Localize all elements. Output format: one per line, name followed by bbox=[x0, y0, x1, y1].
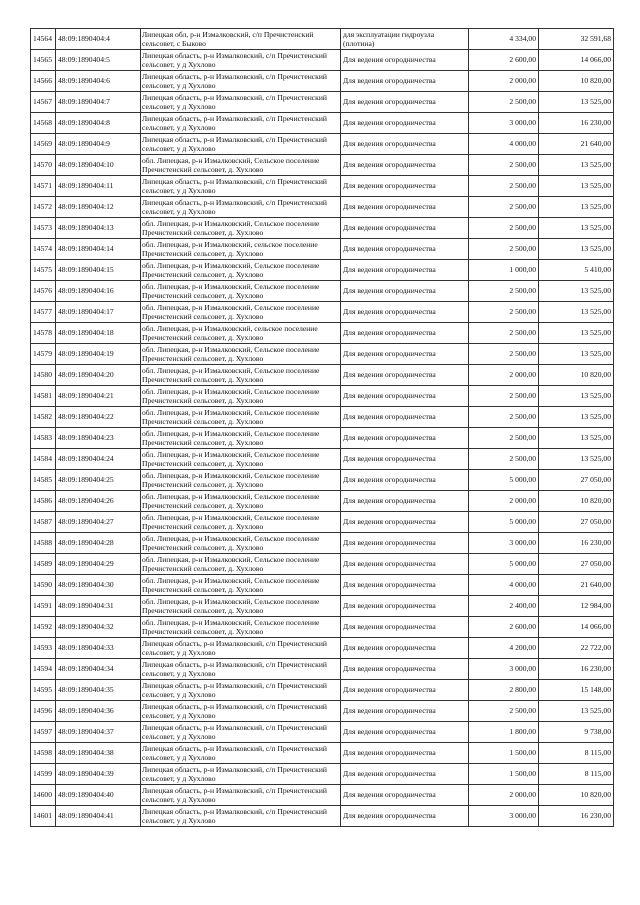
cadastral-value-cell: 10 820,00 bbox=[539, 71, 614, 92]
cadastral-value-cell: 8 115,00 bbox=[539, 764, 614, 785]
row-number-cell: 14598 bbox=[31, 743, 56, 764]
table-row bbox=[31, 575, 614, 596]
table-row bbox=[31, 407, 614, 428]
row-number-cell: 14599 bbox=[31, 764, 56, 785]
table-body bbox=[31, 29, 614, 827]
area-cell: 2 500,00 bbox=[469, 701, 539, 722]
land-use-cell: Для ведения огородничества bbox=[341, 659, 469, 680]
row-number-cell: 14566 bbox=[31, 71, 56, 92]
area-cell: 1 000,00 bbox=[469, 260, 539, 281]
address-cell: обл. Липецкая, р-н Измалковский, Сельское поселение Пречистенский сельсовет, д. Хухлово bbox=[141, 512, 341, 533]
table-row bbox=[31, 29, 614, 50]
area-cell: 2 500,00 bbox=[469, 386, 539, 407]
cadastral-number-cell: 48:09:1890404:17 bbox=[56, 302, 141, 323]
address-cell: обл. Липецкая, р-н Измалковский, сельское поселение Пречистенский сельсовет, д. Хухлово bbox=[141, 239, 341, 260]
table-row bbox=[31, 197, 614, 218]
row-number-cell: 14594 bbox=[31, 659, 56, 680]
row-number-cell: 14580 bbox=[31, 365, 56, 386]
area-cell: 1 800,00 bbox=[469, 722, 539, 743]
row-number-cell: 14581 bbox=[31, 386, 56, 407]
land-use-cell: Для ведения огородничества bbox=[341, 470, 469, 491]
land-use-cell: Для ведения огородничества bbox=[341, 722, 469, 743]
area-cell: 5 000,00 bbox=[469, 554, 539, 575]
row-number-cell: 14584 bbox=[31, 449, 56, 470]
table-row bbox=[31, 71, 614, 92]
row-number-cell: 14575 bbox=[31, 260, 56, 281]
address-cell: обл. Липецкая, р-н Измалковский, Сельское поселение Пречистенский сельсовет, д. Хухлово bbox=[141, 554, 341, 575]
land-use-cell: Для ведения огородничества bbox=[341, 260, 469, 281]
table-row bbox=[31, 470, 614, 491]
table-row bbox=[31, 218, 614, 239]
address-cell: Липецкая область, р-н Измалковский, с/п Пречистенский сельсовет, у д Хухлово bbox=[141, 197, 341, 218]
land-use-cell: Для ведения огородничества bbox=[341, 491, 469, 512]
cadastral-value-cell: 13 525,00 bbox=[539, 701, 614, 722]
table-row bbox=[31, 449, 614, 470]
cadastral-number-cell: 48:09:1890404:25 bbox=[56, 470, 141, 491]
table-row bbox=[31, 344, 614, 365]
cadastral-number-cell: 48:09:1890404:13 bbox=[56, 218, 141, 239]
area-cell: 5 000,00 bbox=[469, 512, 539, 533]
table-row bbox=[31, 596, 614, 617]
land-use-cell: Для ведения огородничества bbox=[341, 701, 469, 722]
row-number-cell: 14600 bbox=[31, 785, 56, 806]
land-use-cell: Для ведения огородничества bbox=[341, 50, 469, 71]
table-row bbox=[31, 323, 614, 344]
cadastral-number-cell: 48:09:1890404:31 bbox=[56, 596, 141, 617]
address-cell: обл. Липецкая, р-н Измалковский, Сельское поселение Пречистенский сельсовет, д. Хухлово bbox=[141, 428, 341, 449]
table-row bbox=[31, 281, 614, 302]
row-number-cell: 14573 bbox=[31, 218, 56, 239]
address-cell: обл. Липецкая, р-н Измалковский, Сельское поселение Пречистенский сельсовет, д. Хухлово bbox=[141, 218, 341, 239]
cadastral-value-cell: 21 640,00 bbox=[539, 134, 614, 155]
cadastral-value-cell: 13 525,00 bbox=[539, 239, 614, 260]
cadastral-value-cell: 16 230,00 bbox=[539, 113, 614, 134]
area-cell: 2 400,00 bbox=[469, 596, 539, 617]
table-row bbox=[31, 638, 614, 659]
cadastral-value-cell: 13 525,00 bbox=[539, 176, 614, 197]
address-cell: Липецкая область, р-н Измалковский, с/п Пречистенский сельсовет, у д Хухлово bbox=[141, 50, 341, 71]
table-row bbox=[31, 491, 614, 512]
cadastral-number-cell: 48:09:1890404:29 bbox=[56, 554, 141, 575]
cadastral-number-cell: 48:09:1890404:4 bbox=[56, 29, 141, 50]
address-cell: обл. Липецкая, р-н Измалковский, сельское поселение Пречистенский сельсовет, д. Хухлово bbox=[141, 323, 341, 344]
cadastral-number-cell: 48:09:1890404:32 bbox=[56, 617, 141, 638]
cadastral-value-cell: 13 525,00 bbox=[539, 344, 614, 365]
land-use-cell: Для ведения огородничества bbox=[341, 365, 469, 386]
address-cell: Липецкая область, р-н Измалковский, с/п Пречистенский сельсовет, у д Хухлово bbox=[141, 638, 341, 659]
cadastral-value-cell: 15 148,00 bbox=[539, 680, 614, 701]
cadastral-number-cell: 48:09:1890404:12 bbox=[56, 197, 141, 218]
row-number-cell: 14589 bbox=[31, 554, 56, 575]
land-use-cell: Для ведения огородничества bbox=[341, 428, 469, 449]
cadastral-value-cell: 27 050,00 bbox=[539, 470, 614, 491]
row-number-cell: 14590 bbox=[31, 575, 56, 596]
area-cell: 2 800,00 bbox=[469, 680, 539, 701]
cadastral-number-cell: 48:09:1890404:5 bbox=[56, 50, 141, 71]
land-use-cell: Для ведения огородничества bbox=[341, 302, 469, 323]
table-row bbox=[31, 113, 614, 134]
cadastral-value-cell: 8 115,00 bbox=[539, 743, 614, 764]
area-cell: 2 000,00 bbox=[469, 785, 539, 806]
cadastral-number-cell: 48:09:1890404:21 bbox=[56, 386, 141, 407]
area-cell: 2 500,00 bbox=[469, 281, 539, 302]
cadastral-number-cell: 48:09:1890404:9 bbox=[56, 134, 141, 155]
cadastral-value-cell: 12 984,00 bbox=[539, 596, 614, 617]
row-number-cell: 14587 bbox=[31, 512, 56, 533]
land-use-cell: Для ведения огородничества bbox=[341, 134, 469, 155]
table-row bbox=[31, 554, 614, 575]
cadastral-value-cell: 13 525,00 bbox=[539, 323, 614, 344]
address-cell: обл. Липецкая, р-н Измалковский, Сельское поселение Пречистенский сельсовет, д. Хухлово bbox=[141, 344, 341, 365]
table-row bbox=[31, 680, 614, 701]
area-cell: 4 000,00 bbox=[469, 134, 539, 155]
cadastral-number-cell: 48:09:1890404:33 bbox=[56, 638, 141, 659]
land-use-cell: Для ведения огородничества bbox=[341, 323, 469, 344]
row-number-cell: 14596 bbox=[31, 701, 56, 722]
land-use-cell: Для ведения огородничества bbox=[341, 344, 469, 365]
area-cell: 2 500,00 bbox=[469, 323, 539, 344]
land-parcels-table bbox=[30, 28, 614, 827]
land-use-cell: Для ведения огородничества bbox=[341, 176, 469, 197]
table-row bbox=[31, 92, 614, 113]
land-use-cell: Для ведения огородничества bbox=[341, 113, 469, 134]
row-number-cell: 14591 bbox=[31, 596, 56, 617]
cadastral-number-cell: 48:09:1890404:30 bbox=[56, 575, 141, 596]
row-number-cell: 14572 bbox=[31, 197, 56, 218]
table-row bbox=[31, 764, 614, 785]
area-cell: 2 600,00 bbox=[469, 50, 539, 71]
land-use-cell: для эксплуатации гидроузла (плотина) bbox=[341, 29, 469, 50]
address-cell: обл. Липецкая, р-н Измалковский, Сельское поселение Пречистенский сельсовет, д. Хухлово bbox=[141, 386, 341, 407]
table-row bbox=[31, 386, 614, 407]
row-number-cell: 14565 bbox=[31, 50, 56, 71]
row-number-cell: 14569 bbox=[31, 134, 56, 155]
row-number-cell: 14582 bbox=[31, 407, 56, 428]
cadastral-value-cell: 5 410,00 bbox=[539, 260, 614, 281]
address-cell: Липецкая область, р-н Измалковский, с/п Пречистенский сельсовет, у д Хухлово bbox=[141, 785, 341, 806]
cadastral-number-cell: 48:09:1890404:15 bbox=[56, 260, 141, 281]
address-cell: Липецкая область, р-н Измалковский, с/п Пречистенский сельсовет, у д Хухлово bbox=[141, 176, 341, 197]
table-row bbox=[31, 302, 614, 323]
land-use-cell: Для ведения огородничества bbox=[341, 806, 469, 827]
area-cell: 3 000,00 bbox=[469, 533, 539, 554]
address-cell: Липецкая область, р-н Измалковский, с/п Пречистенский сельсовет, у д Хухлово bbox=[141, 743, 341, 764]
area-cell: 2 600,00 bbox=[469, 617, 539, 638]
area-cell: 2 500,00 bbox=[469, 428, 539, 449]
area-cell: 2 500,00 bbox=[469, 407, 539, 428]
table-row bbox=[31, 260, 614, 281]
row-number-cell: 14578 bbox=[31, 323, 56, 344]
cadastral-value-cell: 16 230,00 bbox=[539, 806, 614, 827]
table-row bbox=[31, 134, 614, 155]
cadastral-number-cell: 48:09:1890404:23 bbox=[56, 428, 141, 449]
cadastral-value-cell: 14 066,00 bbox=[539, 50, 614, 71]
address-cell: Липецкая область, р-н Измалковский, с/п Пречистенский сельсовет, у д Хухлово bbox=[141, 680, 341, 701]
area-cell: 4 000,00 bbox=[469, 575, 539, 596]
cadastral-number-cell: 48:09:1890404:19 bbox=[56, 344, 141, 365]
land-use-cell: Для ведения огородничества bbox=[341, 281, 469, 302]
address-cell: обл. Липецкая, р-н Измалковский, Сельское поселение Пречистенский сельсовет, д. Хухлово bbox=[141, 260, 341, 281]
area-cell: 3 000,00 bbox=[469, 806, 539, 827]
land-use-cell: Для ведения огородничества bbox=[341, 197, 469, 218]
land-use-cell: Для ведения огородничества bbox=[341, 533, 469, 554]
cadastral-value-cell: 21 640,00 bbox=[539, 575, 614, 596]
address-cell: обл. Липецкая, р-н Измалковский, Сельское поселение Пречистенский сельсовет, д. Хухлово bbox=[141, 281, 341, 302]
cadastral-number-cell: 48:09:1890404:6 bbox=[56, 71, 141, 92]
land-use-cell: Для ведения огородничества bbox=[341, 218, 469, 239]
cadastral-number-cell: 48:09:1890404:40 bbox=[56, 785, 141, 806]
area-cell: 2 500,00 bbox=[469, 344, 539, 365]
land-use-cell: Для ведения огородничества bbox=[341, 71, 469, 92]
cadastral-value-cell: 14 066,00 bbox=[539, 617, 614, 638]
area-cell: 2 500,00 bbox=[469, 302, 539, 323]
cadastral-number-cell: 48:09:1890404:34 bbox=[56, 659, 141, 680]
row-number-cell: 14583 bbox=[31, 428, 56, 449]
cadastral-number-cell: 48:09:1890404:35 bbox=[56, 680, 141, 701]
address-cell: Липецкая область, р-н Измалковский, с/п Пречистенский сельсовет, у д Хухлово bbox=[141, 722, 341, 743]
table-row bbox=[31, 512, 614, 533]
cadastral-number-cell: 48:09:1890404:16 bbox=[56, 281, 141, 302]
land-use-cell: Для ведения огородничества bbox=[341, 764, 469, 785]
cadastral-value-cell: 13 525,00 bbox=[539, 386, 614, 407]
row-number-cell: 14567 bbox=[31, 92, 56, 113]
area-cell: 2 500,00 bbox=[469, 449, 539, 470]
land-use-cell: Для ведения огородничества bbox=[341, 617, 469, 638]
cadastral-number-cell: 48:09:1890404:22 bbox=[56, 407, 141, 428]
area-cell: 2 000,00 bbox=[469, 491, 539, 512]
area-cell: 5 000,00 bbox=[469, 470, 539, 491]
cadastral-number-cell: 48:09:1890404:26 bbox=[56, 491, 141, 512]
row-number-cell: 14568 bbox=[31, 113, 56, 134]
area-cell: 2 500,00 bbox=[469, 176, 539, 197]
row-number-cell: 14579 bbox=[31, 344, 56, 365]
row-number-cell: 14570 bbox=[31, 155, 56, 176]
row-number-cell: 14586 bbox=[31, 491, 56, 512]
cadastral-value-cell: 22 722,00 bbox=[539, 638, 614, 659]
land-use-cell: Для ведения огородничества bbox=[341, 743, 469, 764]
table-row bbox=[31, 743, 614, 764]
land-use-cell: Для ведения огородничества bbox=[341, 785, 469, 806]
table-row bbox=[31, 722, 614, 743]
land-use-cell: Для ведения огородничества bbox=[341, 638, 469, 659]
table-row bbox=[31, 701, 614, 722]
cadastral-number-cell: 48:09:1890404:38 bbox=[56, 743, 141, 764]
table-row bbox=[31, 785, 614, 806]
cadastral-value-cell: 13 525,00 bbox=[539, 302, 614, 323]
cadastral-number-cell: 48:09:1890404:10 bbox=[56, 155, 141, 176]
address-cell: Липецкая обл, р-н Измалковский, с/п Пречистенский сельсовет, с Быково bbox=[141, 29, 341, 50]
row-number-cell: 14585 bbox=[31, 470, 56, 491]
cadastral-value-cell: 27 050,00 bbox=[539, 512, 614, 533]
table-row bbox=[31, 365, 614, 386]
cadastral-number-cell: 48:09:1890404:24 bbox=[56, 449, 141, 470]
area-cell: 2 000,00 bbox=[469, 365, 539, 386]
address-cell: Липецкая область, р-н Измалковский, с/п Пречистенский сельсовет, у д Хухлово bbox=[141, 92, 341, 113]
address-cell: Липецкая область, р-н Измалковский, с/п Пречистенский сельсовет, у д Хухлово bbox=[141, 806, 341, 827]
address-cell: Липецкая область, р-н Измалковский, с/п Пречистенский сельсовет, у д Хухлово bbox=[141, 659, 341, 680]
cadastral-value-cell: 13 525,00 bbox=[539, 407, 614, 428]
area-cell: 1 500,00 bbox=[469, 743, 539, 764]
area-cell: 2 500,00 bbox=[469, 218, 539, 239]
area-cell: 2 500,00 bbox=[469, 197, 539, 218]
cadastral-value-cell: 13 525,00 bbox=[539, 218, 614, 239]
row-number-cell: 14597 bbox=[31, 722, 56, 743]
cadastral-value-cell: 13 525,00 bbox=[539, 281, 614, 302]
area-cell: 4 334,00 bbox=[469, 29, 539, 50]
land-use-cell: Для ведения огородничества bbox=[341, 386, 469, 407]
land-use-cell: Для ведения огородничества bbox=[341, 512, 469, 533]
cadastral-number-cell: 48:09:1890404:14 bbox=[56, 239, 141, 260]
cadastral-value-cell: 13 525,00 bbox=[539, 449, 614, 470]
table-row bbox=[31, 176, 614, 197]
address-cell: Липецкая область, р-н Измалковский, с/п Пречистенский сельсовет, у д Хухлово bbox=[141, 764, 341, 785]
cadastral-number-cell: 48:09:1890404:28 bbox=[56, 533, 141, 554]
address-cell: Липецкая область, р-н Измалковский, с/п Пречистенский сельсовет, у д Хухлово bbox=[141, 134, 341, 155]
cadastral-value-cell: 10 820,00 bbox=[539, 365, 614, 386]
area-cell: 4 200,00 bbox=[469, 638, 539, 659]
land-use-cell: Для ведения огородничества bbox=[341, 407, 469, 428]
cadastral-number-cell: 48:09:1890404:20 bbox=[56, 365, 141, 386]
cadastral-value-cell: 13 525,00 bbox=[539, 92, 614, 113]
row-number-cell: 14571 bbox=[31, 176, 56, 197]
row-number-cell: 14601 bbox=[31, 806, 56, 827]
land-use-cell: Для ведения огородничества bbox=[341, 155, 469, 176]
address-cell: обл. Липецкая, р-н Измалковский, Сельское поселение Пречистенский сельсовет, д. Хухлово bbox=[141, 449, 341, 470]
cadastral-value-cell: 13 525,00 bbox=[539, 197, 614, 218]
table-row bbox=[31, 533, 614, 554]
cadastral-value-cell: 27 050,00 bbox=[539, 554, 614, 575]
land-use-cell: Для ведения огородничества bbox=[341, 449, 469, 470]
area-cell: 2 500,00 bbox=[469, 155, 539, 176]
table-row bbox=[31, 239, 614, 260]
cadastral-value-cell: 10 820,00 bbox=[539, 491, 614, 512]
table-row bbox=[31, 50, 614, 71]
cadastral-number-cell: 48:09:1890404:18 bbox=[56, 323, 141, 344]
address-cell: обл. Липецкая, р-н Измалковский, Сельское поселение Пречистенский сельсовет, д. Хухлово bbox=[141, 407, 341, 428]
cadastral-number-cell: 48:09:1890404:27 bbox=[56, 512, 141, 533]
table-row bbox=[31, 659, 614, 680]
address-cell: обл. Липецкая, р-н Измалковский, Сельское поселение Пречистенский сельсовет, д. Хухлово bbox=[141, 155, 341, 176]
address-cell: обл. Липецкая, р-н Измалковский, Сельское поселение Пречистенский сельсовет, д. Хухлово bbox=[141, 491, 341, 512]
table-row bbox=[31, 155, 614, 176]
row-number-cell: 14564 bbox=[31, 29, 56, 50]
area-cell: 2 000,00 bbox=[469, 71, 539, 92]
cadastral-number-cell: 48:09:1890404:11 bbox=[56, 176, 141, 197]
cadastral-number-cell: 48:09:1890404:8 bbox=[56, 113, 141, 134]
cadastral-number-cell: 48:09:1890404:41 bbox=[56, 806, 141, 827]
row-number-cell: 14577 bbox=[31, 302, 56, 323]
cadastral-number-cell: 48:09:1890404:36 bbox=[56, 701, 141, 722]
table-row bbox=[31, 428, 614, 449]
row-number-cell: 14574 bbox=[31, 239, 56, 260]
cadastral-value-cell: 16 230,00 bbox=[539, 533, 614, 554]
address-cell: обл. Липецкая, р-н Измалковский, Сельское поселение Пречистенский сельсовет, д. Хухлово bbox=[141, 575, 341, 596]
cadastral-number-cell: 48:09:1890404:37 bbox=[56, 722, 141, 743]
row-number-cell: 14576 bbox=[31, 281, 56, 302]
table-row bbox=[31, 617, 614, 638]
address-cell: обл. Липецкая, р-н Измалковский, Сельское поселение Пречистенский сельсовет, д. Хухлово bbox=[141, 365, 341, 386]
land-use-cell: Для ведения огородничества bbox=[341, 239, 469, 260]
address-cell: обл. Липецкая, р-н Измалковский, Сельское поселение Пречистенский сельсовет, д. Хухлово bbox=[141, 470, 341, 491]
land-use-cell: Для ведения огородничества bbox=[341, 596, 469, 617]
area-cell: 3 000,00 bbox=[469, 659, 539, 680]
land-use-cell: Для ведения огородничества bbox=[341, 92, 469, 113]
area-cell: 1 500,00 bbox=[469, 764, 539, 785]
address-cell: обл. Липецкая, р-н Измалковский, Сельское поселение Пречистенский сельсовет, д. Хухлово bbox=[141, 617, 341, 638]
row-number-cell: 14595 bbox=[31, 680, 56, 701]
address-cell: обл. Липецкая, р-н Измалковский, Сельское поселение Пречистенский сельсовет, д. Хухлово bbox=[141, 302, 341, 323]
cadastral-number-cell: 48:09:1890404:39 bbox=[56, 764, 141, 785]
cadastral-value-cell: 16 230,00 bbox=[539, 659, 614, 680]
area-cell: 2 500,00 bbox=[469, 92, 539, 113]
area-cell: 3 000,00 bbox=[469, 113, 539, 134]
address-cell: Липецкая область, р-н Измалковский, с/п Пречистенский сельсовет, у д Хухлово bbox=[141, 113, 341, 134]
address-cell: обл. Липецкая, р-н Измалковский, Сельское поселение Пречистенский сельсовет, д. Хухлово bbox=[141, 533, 341, 554]
address-cell: Липецкая область, р-н Измалковский, с/п Пречистенский сельсовет, у д Хухлово bbox=[141, 701, 341, 722]
land-use-cell: Для ведения огородничества bbox=[341, 554, 469, 575]
area-cell: 2 500,00 bbox=[469, 239, 539, 260]
land-use-cell: Для ведения огородничества bbox=[341, 575, 469, 596]
table-row bbox=[31, 806, 614, 827]
cadastral-value-cell: 10 820,00 bbox=[539, 785, 614, 806]
cadastral-value-cell: 32 591,68 bbox=[539, 29, 614, 50]
cadastral-value-cell: 9 738,00 bbox=[539, 722, 614, 743]
address-cell: Липецкая область, р-н Измалковский, с/п Пречистенский сельсовет, у д Хухлово bbox=[141, 71, 341, 92]
land-use-cell: Для ведения огородничества bbox=[341, 680, 469, 701]
row-number-cell: 14588 bbox=[31, 533, 56, 554]
address-cell: обл. Липецкая, р-н Измалковский, Сельское поселение Пречистенский сельсовет, д. Хухлово bbox=[141, 596, 341, 617]
cadastral-number-cell: 48:09:1890404:7 bbox=[56, 92, 141, 113]
row-number-cell: 14592 bbox=[31, 617, 56, 638]
row-number-cell: 14593 bbox=[31, 638, 56, 659]
cadastral-value-cell: 13 525,00 bbox=[539, 428, 614, 449]
cadastral-value-cell: 13 525,00 bbox=[539, 155, 614, 176]
